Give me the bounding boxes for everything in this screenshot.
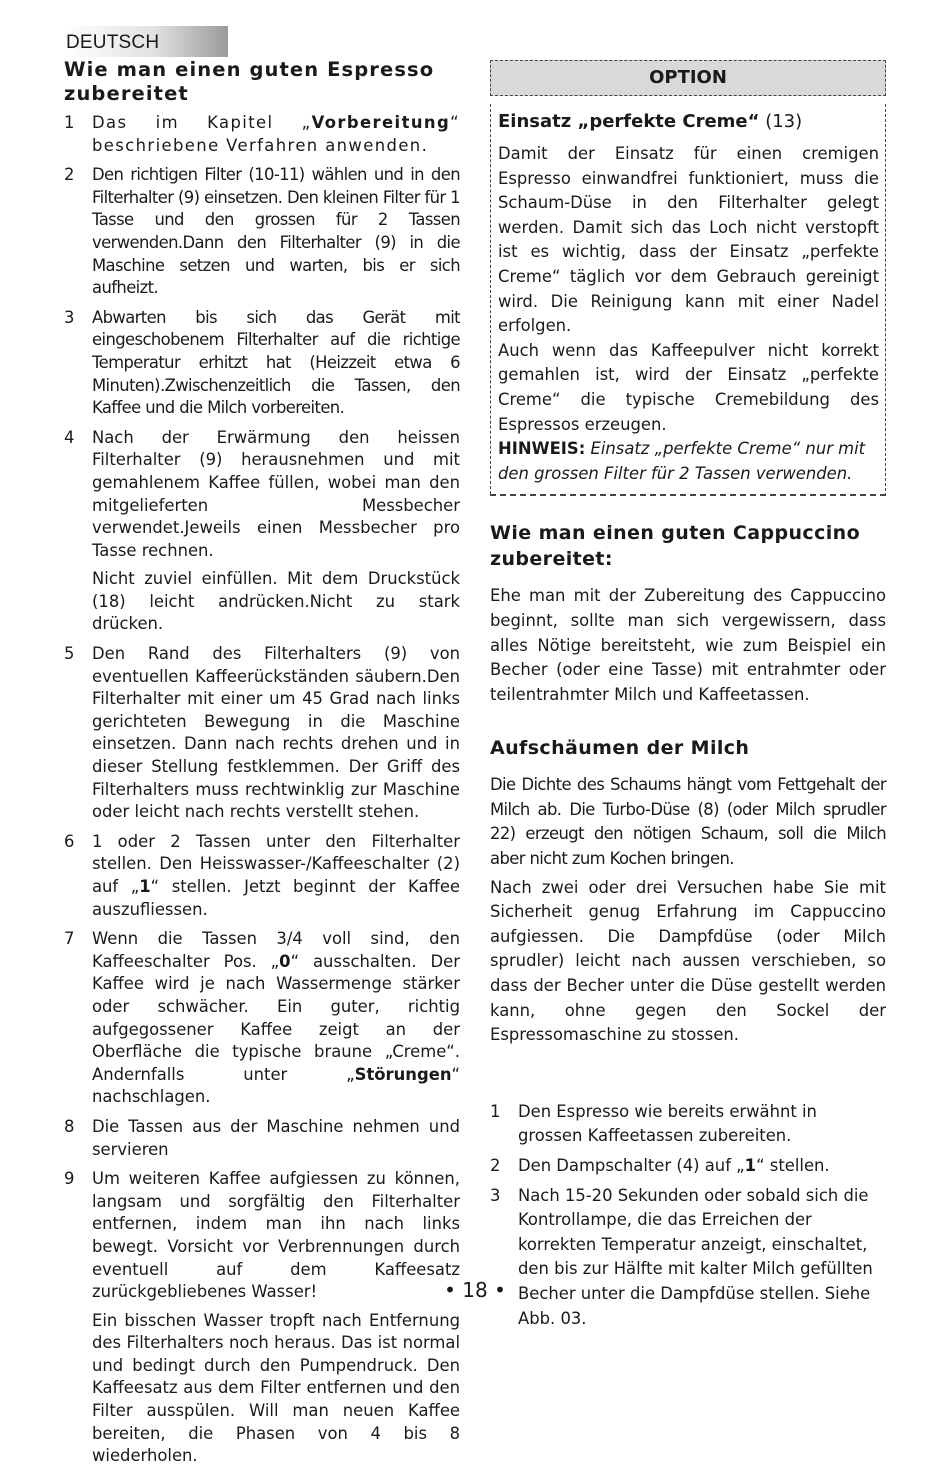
list-item: 6 1 oder 2 Tassen unter den Filterhalter stellen. Den Heisswasser-/Kaffeeschalter (2) auf „1“ stellen. Jetzt beginnt der Kaffee auszufliessen. <box>64 831 461 919</box>
option-paragraph: Auch wenn das Kaffeepulver nicht korrekt gemahlen ist, wird der Einsatz „perfekte Creme“ die typische Cremebildung des Espressos erzeugen. <box>498 340 879 434</box>
espresso-section <box>64 58 460 1475</box>
milk-heading: Aufschäumen der Milch <box>490 737 750 760</box>
milk-paragraph: Die Dichte des Schaums hängt vom Fettgehalt der Milch ab. Die Turbo-Düse (8) (oder Milch sprudler 22) erzeugt den nötigen Schaum, soll die Milch aber nicht zum Kochen bringen. <box>490 775 886 869</box>
note: HINWEIS: Einsatz „perfekte Creme“ nur mit den grossen Filter für 2 Tassen verwenden. <box>498 439 866 483</box>
cappuccino-heading: Wie man einen guten Cappuccino zubereitet: <box>490 522 861 571</box>
option-banner: OPTION <box>490 60 886 96</box>
list-item: 1 Den Espresso wie bereits erwähnt in grossen Kaffeetassen zubereiten. <box>490 1101 817 1146</box>
list-item: 2 Den Dampschalter (4) auf „1“ stellen. <box>490 1156 830 1175</box>
list-item: 4 Nach der Erwärmung den heissen Filterhalter (9) herausnehmen und mit gemahlenem Kaffee füllen, wobei man den mitgelieferten Messbecher verwendet.Jeweils einen Messbecher pro Tasse rechnen. Nicht zuviel einfüllen. Mit dem Druckstück (18) leicht andrücken.Nicht zu stark drücken. <box>64 427 460 634</box>
option-heading: Einsatz „perfekte Creme“ (13) <box>498 111 803 132</box>
list-item: 5 Den Rand des Filterhalters (9) von eventuellen Kaffeerückständen säubern.Den Filterhalter mit einer um 45 Grad nach links gerichteten Bewegung in die Maschine einsetzen. Dann nach rechts drehen und in dieser Stellung festklemmen. Der Griff des Filterhalters muss rechtwinklig zur Maschine oder leicht nach rechts verstellt stehen. <box>64 644 460 822</box>
list-item: 1 Das im Kapitel „Vorbereitung“ beschriebene Verfahren anwenden. <box>64 113 460 155</box>
page-number: • 18 • <box>444 1278 506 1302</box>
list-item: 7 Wenn die Tassen 3/4 voll sind, den Kaffeeschalter Pos. „0“ ausschalten. Der Kaffee wird je nach Wassermenge stärker oder schwächer. Ein guter, richtig aufgegossener Kaffee zeigt an der Oberfläche die typische braune „Creme“. Andernfalls unter „Störungen“ nachschlagen. <box>64 929 460 1107</box>
list-item: 8 Die Tassen aus der Maschine nehmen und servieren <box>64 1116 460 1159</box>
milk-paragraph: Nach zwei oder drei Versuchen habe Sie mit Sicherheit genug Erfahrung im Cappuccino aufgiessen. Die Dampfdüse (oder Milch sprudler) leicht nach aussen verschieben, so dass der Becher unter die Düse gestellt werden kann, ohne gegen den Sockel der Espressomaschine zu stossen. <box>490 877 886 1045</box>
list-item: 2 Den richtigen Filter (10-11) wählen und in den Filterhalter (9) einsetzen. Den kleinen Filter für 1 Tasse und den grossen für 2 Tassen verwenden.Dann den Filterhalter (9) in die Maschine setzen und warten, bis er sich aufheizt. <box>64 165 460 298</box>
cappuccino-intro: Ehe man mit der Zubereitung des Cappuccino beginnt, sollte man sich vergewissern, dass alles Nötige bereitsteht, wie zum Beispiel ein Becher (oder eine Tasse) mit entrahmter oder teilentrahmter Milch und Kaffeetassen. <box>490 586 886 704</box>
option-paragraph: Damit der Einsatz für einen cremigen Espresso einwandfrei funktioniert, muss die Schaum-Düse in den Filterhalter gelegt werden. Damit sich das Loch nicht verstopft ist es wichtig, dass der Einsatz „perfekte Creme“ täglich vor dem Gebrauch gereinigt wird. Die Reinigung kann mit einer Nadel erfolgen. <box>498 144 879 336</box>
option-box <box>490 104 886 496</box>
language-tab <box>63 26 228 57</box>
list-item: 3 Abwarten bis sich das Gerät mit eingeschobenem Filterhalter auf die richtige Temperatur erhitzt hat (Heizzeit etwa 6 Minuten).Zwischenzeitlich die Tassen, den Kaffee und die Milch vorbereiten. <box>64 307 460 418</box>
language-label: DEUTSCH <box>66 32 160 53</box>
espresso-title: Wie man einen guten Espresso zubereitet <box>64 58 435 105</box>
list-item: 9 Um weiteren Kaffee aufgiessen zu können, langsam und sorgfältig den Filterhalter entfernen, indem man ihn nach links bewegt. Vorsicht vor Verbrennungen durch eventuell auf dem Kaffeesatz zurückgebliebenes Wasser! Ein bisschen Wasser tropft nach Entfernung des Filterhalters noch heraus. Das ist normal und bedingt durch den Pumpendruck. Den Kaffeesatz aus dem Filter entfernen und den Filter ausspülen. Will man neuen Kaffee bereiten, die Phasen von 4 bis 8 wiederholen. <box>64 1169 460 1466</box>
espresso-steps <box>64 112 460 1468</box>
list-item: 3 Nach 15-20 Sekunden oder sobald sich die Kontrollampe, die das Erreichen der korrekten Temperatur anzeigt, einschaltet, den bis zur Hälfte mit kalter Milch gefüllten Becher unter die Dampfdüse stellen. Siehe Abb. 03. <box>490 1185 873 1328</box>
right-column <box>490 60 886 1336</box>
